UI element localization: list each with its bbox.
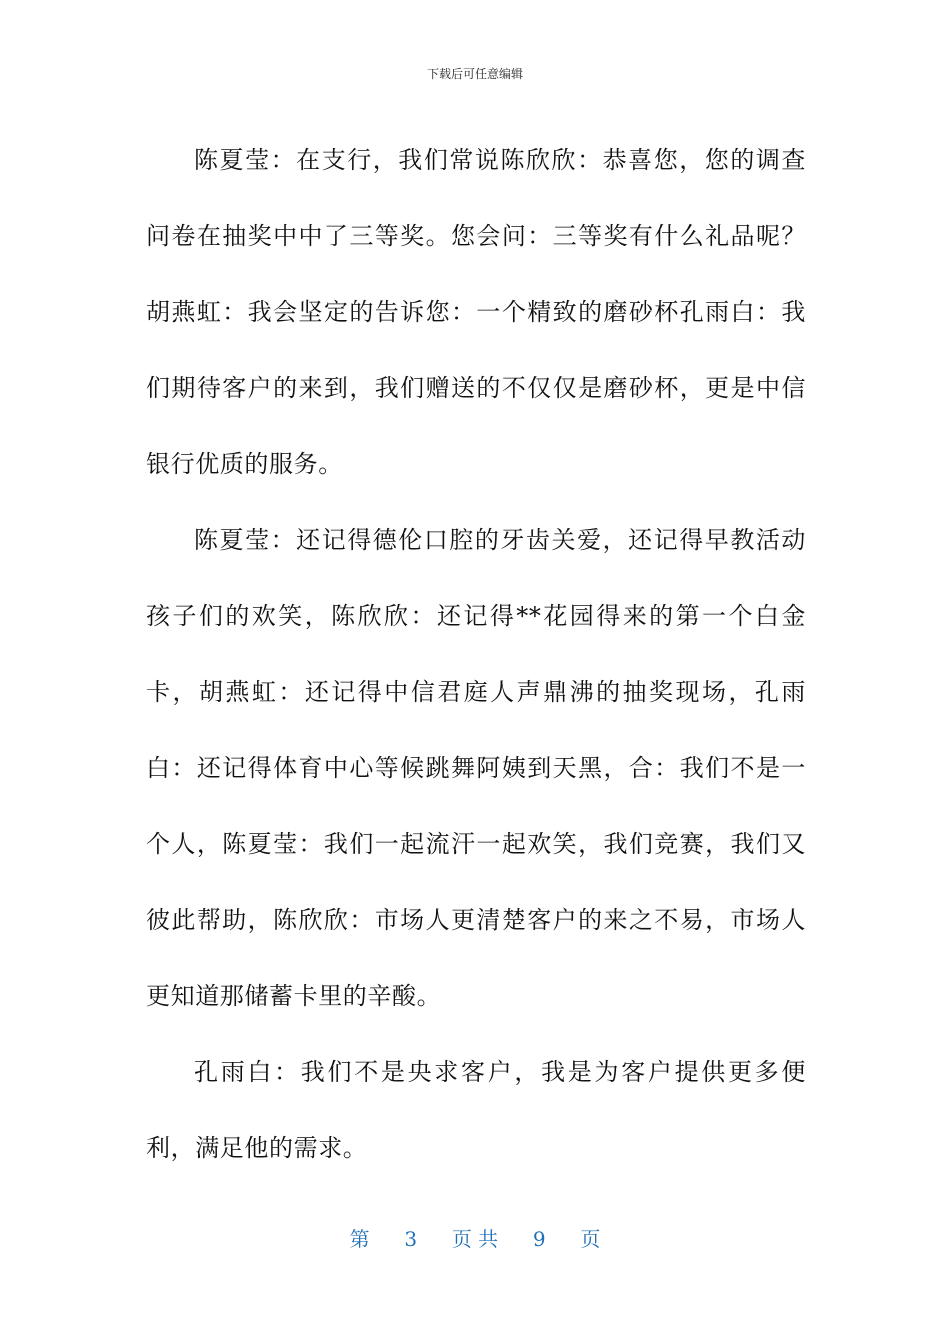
footer-middle: 页 共	[451, 1227, 499, 1251]
document-body	[146, 122, 806, 1186]
page-footer	[0, 1226, 950, 1252]
footer-suffix: 页	[580, 1227, 601, 1251]
paragraph-3: 孔雨白：我们不是央求客户，我是为客户提供更多便利，满足他的需求。	[146, 1058, 806, 1162]
paragraph-2: 陈夏莹：还记得德伦口腔的牙齿关爱，还记得早教活动孩子们的欢笑，陈欣欣：还记得**花园得来的第一个白金卡，胡燕虹：还记得中信君庭人声鼎沸的抽奖现场，孔雨白：还记得体育中心等候跳舞阿姨到天黑，合：我们不是一个人，陈夏莹：我们一起流汗一起欢笑，我们竞赛，我们又彼此帮助，陈欣欣：市场人更清楚客户的来之不易，市场人更知道那储蓄卡里的辛酸。	[146, 526, 806, 1010]
footer-prefix: 第	[349, 1227, 370, 1251]
paragraph-1: 陈夏莹：在支行，我们常说陈欣欣：恭喜您，您的调查问卷在抽奖中中了三等奖。您会问：三等奖有什么礼品呢？胡燕虹：我会坚定的告诉您：一个精致的磨砂杯孔雨白：我们期待客户的来到，我们赠送的不仅仅是磨砂杯，更是中信银行优质的服务。	[146, 146, 806, 478]
total-pages-number: 9	[532, 1227, 546, 1251]
current-page-number: 3	[404, 1227, 418, 1251]
header-text: 下载后可任意编辑	[426, 67, 523, 81]
page-header	[0, 66, 950, 82]
